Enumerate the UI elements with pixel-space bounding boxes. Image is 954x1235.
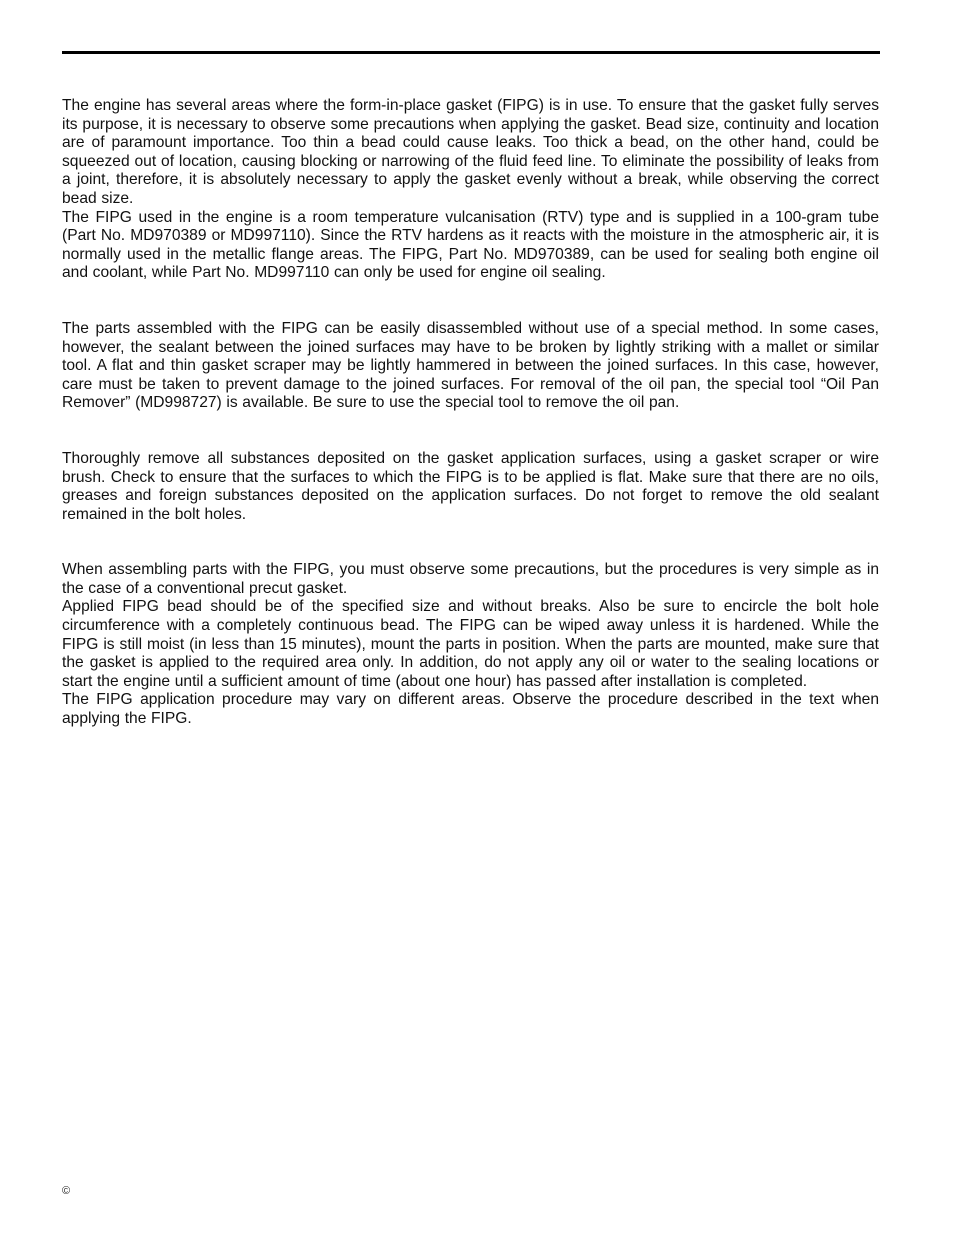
section-surface-preparation: [62, 450, 879, 524]
document-body: [62, 97, 879, 729]
paragraph: When assembling parts with the FIPG, you must observe some precautions, but the procedures is very simple as in the case of a conventional precut gasket.: [62, 561, 879, 597]
paragraph: Thoroughly remove all substances deposited on the gasket application surfaces, using a gasket scraper or wire brush. Check to ensure that the surfaces to which the FIPG is to be applied is flat. Make sure that there are no oils, greases and foreign substances deposited on the application surfaces. Do not forget to remove the old sealant remained in the bolt holes.: [62, 449, 879, 523]
paragraph: Applied FIPG bead should be of the specified size and without breaks. Also be sure to encircle the bolt hole circumference with a completely continuous bead. The FIPG can be wiped away unless it is hardened. While the FIPG is still moist (in less than 15 minutes), mount the parts in position. When the parts are mounted, make sure that the gasket is applied to the required area only. In addition, do not apply any oil or water to the sealing locations or start the engine until a sufficient amount of time (about one hour) has passed after installation is completed.: [62, 598, 879, 690]
section-disassembly: [62, 320, 879, 413]
paragraph: The engine has several areas where the form-in-place gasket (FIPG) is in use. To ensure that the gasket fully serves its purpose, it is necessary to observe some precautions when applying the gasket. Bead size, continuity and location are of paramount importance. Too thin a bead could cause leaks. Too thick a bead, on the other hand, could be squeezed out of location, causing blocking or narrowing of the fluid feed line. To eliminate the possibility of leaks from a joint, therefore, it is absolutely necessary to apply the gasket evenly without a break, while observing the correct bead size.: [62, 97, 879, 207]
section-application: [62, 561, 879, 728]
paragraph: The parts assembled with the FIPG can be easily disassembled without use of a special method. In some cases, however, the sealant between the joined surfaces may have to be broken by lightly striking with a mallet or similar tool. A flat and thin gasket scraper may be lightly hammered in between the joined surfaces. In this case, however, care must be taken to prevent damage to the joined surfaces. For removal of the oil pan, the special tool “Oil Pan Remover” (MD998727) is available. Be sure to use the special tool to remove the oil pan.: [62, 319, 879, 412]
paragraph: The FIPG application procedure may vary on different areas. Observe the procedure described in the text when applying the FIPG.: [62, 691, 879, 728]
paragraph: The FIPG used in the engine is a room temperature vulcanisation (RTV) type and is supplied in a 100-gram tube (Part No. MD970389 or MD997110). Since the RTV hardens as it reacts with the moisture in the atmospheric air, it is normally used in the metallic flange areas. The FIPG, Part No. MD970389, can be used for sealing both engine oil and coolant, while Part No. MD997110 can only be used for engine oil sealing.: [62, 208, 879, 282]
copyright-symbol: ©: [62, 1185, 71, 1197]
section-fipg-overview: [62, 97, 879, 283]
header-rule: [62, 51, 880, 54]
